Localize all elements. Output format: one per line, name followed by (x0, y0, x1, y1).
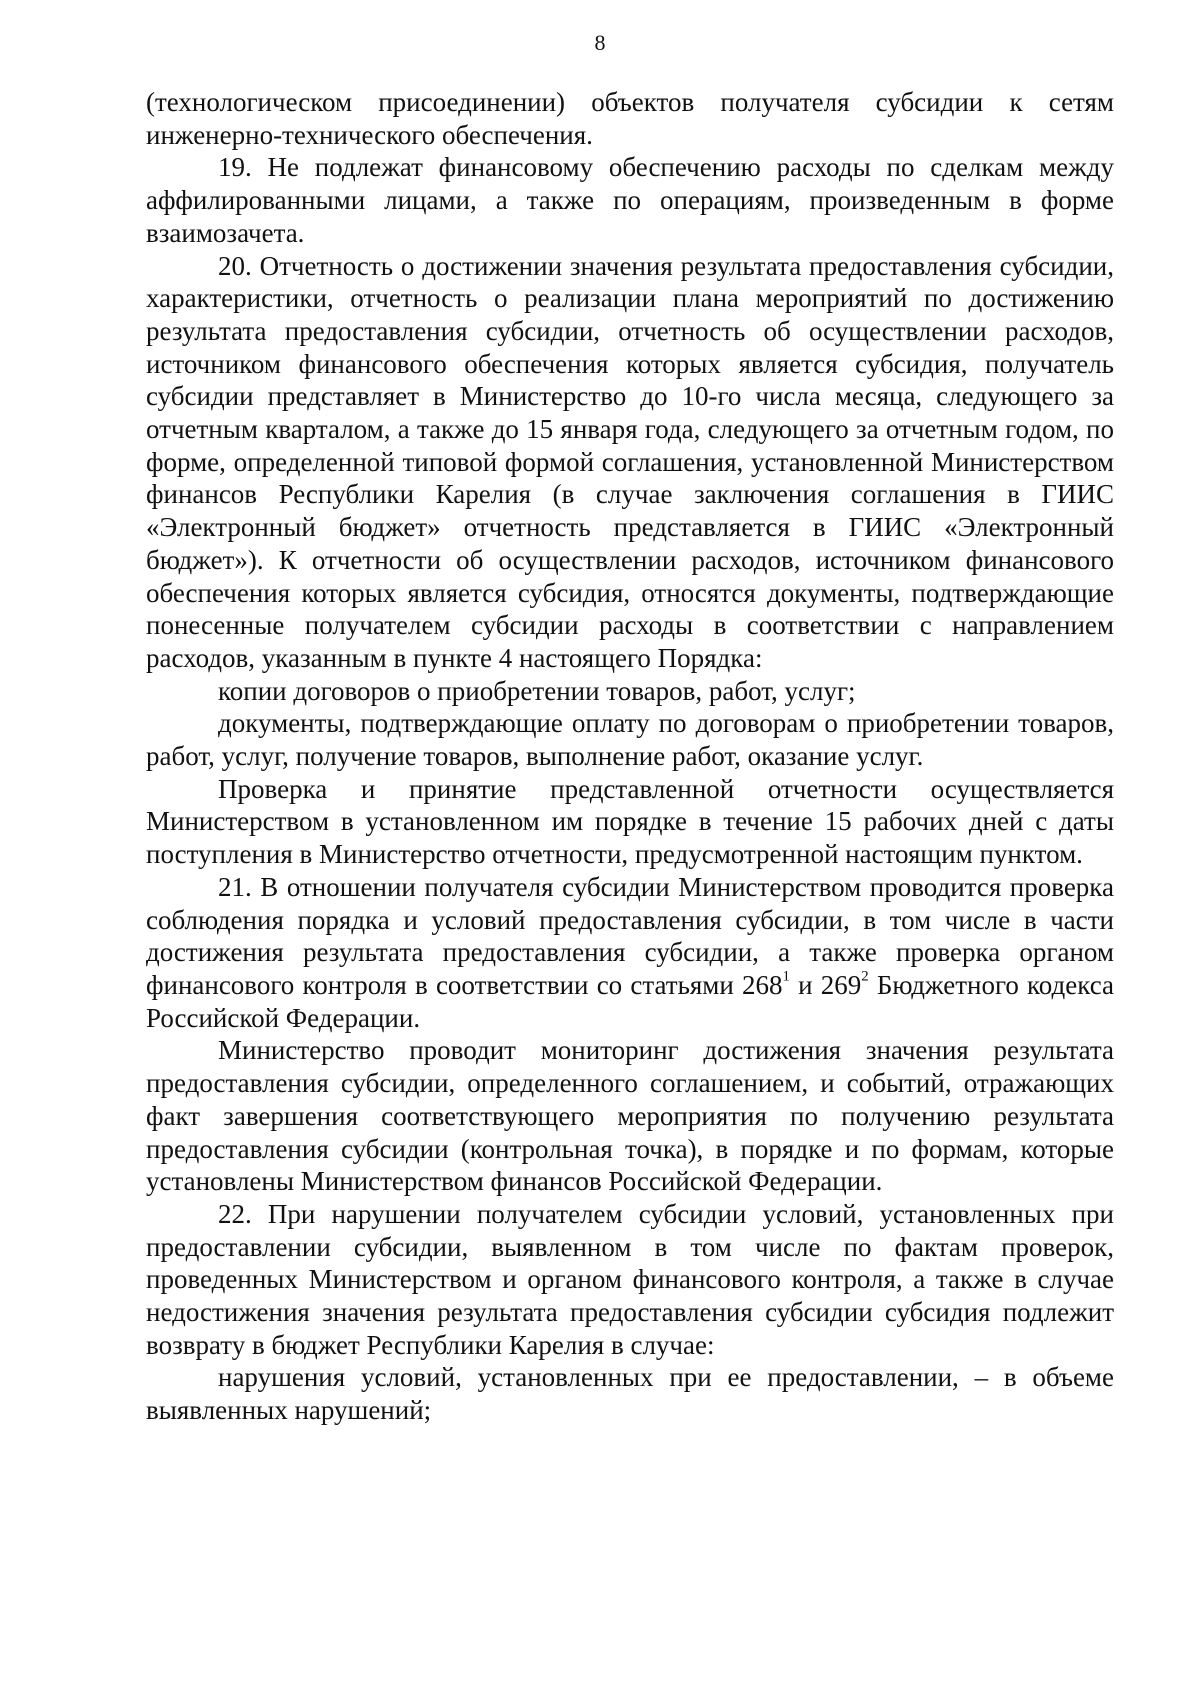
paragraph-19: 19. Не подлежат финансовому обеспечению расходы по сделкам между аффилированными лицами, а также по операциям, произведенным в форме взаимозачета. (146, 152, 1114, 248)
document-body (146, 86, 1114, 1427)
page-number: 8 (594, 30, 606, 55)
paragraph-21-text-2: и 269 (789, 969, 862, 1000)
list-item-payment-documents: документы, подтверждающие оплату по договорам о приобретении товаров, работ, услуг, получение товаров, выполнение работ, оказание услуг. (146, 708, 1114, 772)
paragraph-21 (146, 871, 1114, 1035)
paragraph-monitoring: Министерство проводит мониторинг достижения значения результата предоставления субсидии, определенного соглашением, и событий, отражающих факт завершения соответствующего мероприятия по получению результата предоставления субсидии (контрольная точка), в порядке и по формам, которые установлены Министерством финансов Российской Федерации. (146, 1035, 1114, 1197)
list-item-contract-copies: копии договоров о приобретении товаров, работ, услуг; (218, 675, 856, 706)
list-item-violations: нарушения условий, установленных при ее предоставлении, – в объеме выявленных нарушений; (146, 1362, 1114, 1426)
paragraph-report-verification: Проверка и принятие представленной отчетности осуществляется Министерством в установленном им порядке в течение 15 рабочих дней с даты поступления в Министерство отчетности, предусмотренной настоящим пунктом. (146, 773, 1114, 870)
superscript-1: 1 (782, 968, 790, 985)
paragraph-21-text-1: 21. В отношении получателя субсидии Министерством проводится проверка соблюдения порядка и условий предоставления субсидии, в том числе в части достижения результата предоставления субсидии, а также проверка органом финансового контроля в соответствии со статьями 268 (146, 871, 1114, 1000)
paragraph-continuation: (технологическом присоединении) объектов получателя субсидии к сетям инженерно-технического обеспечения. (146, 87, 1114, 150)
superscript-2: 2 (861, 968, 869, 985)
paragraph-20: 20. Отчетность о достижении значения результата предоставления субсидии, характеристики, отчетность о реализации плана мероприятий по достижению результата предоставления субсидии, отчетность об осуществлении расходов, источником финансового обеспечения которых является субсидия, получатель субсидии представляет в Министерство до 10-го числа месяца, следующего за отчетным кварталом, а также до 15 января года, следующего за отчетным годом, по форме, определенной типовой формой соглашения, установленной Министерством финансов Республики Карелия (в случае заключения соглашения в ГИИС «Электронный бюджет» отчетность представляется в ГИИС «Электронный бюджет»). К отчетности об осуществлении расходов, источником финансового обеспечения которых является субсидия, относятся документы, подтверждающие понесенные получателем субсидии расходы в соответствии с направлением расходов, указанным в пункте 4 настоящего Порядка: (146, 250, 1114, 673)
paragraph-21-text-3: Бюджетного кодекса Российской Федерации. (146, 969, 1114, 1033)
paragraph-22: 22. При нарушении получателем субсидии условий, установленных при предоставлении субсидии, выявленном в том числе по фактам проверок, проведенных Министерством и органом финансового контроля, а также в случае недостижения значения результата предоставления субсидии субсидия подлежит возврату в бюджет Республики Карелия в случае: (146, 1198, 1114, 1360)
